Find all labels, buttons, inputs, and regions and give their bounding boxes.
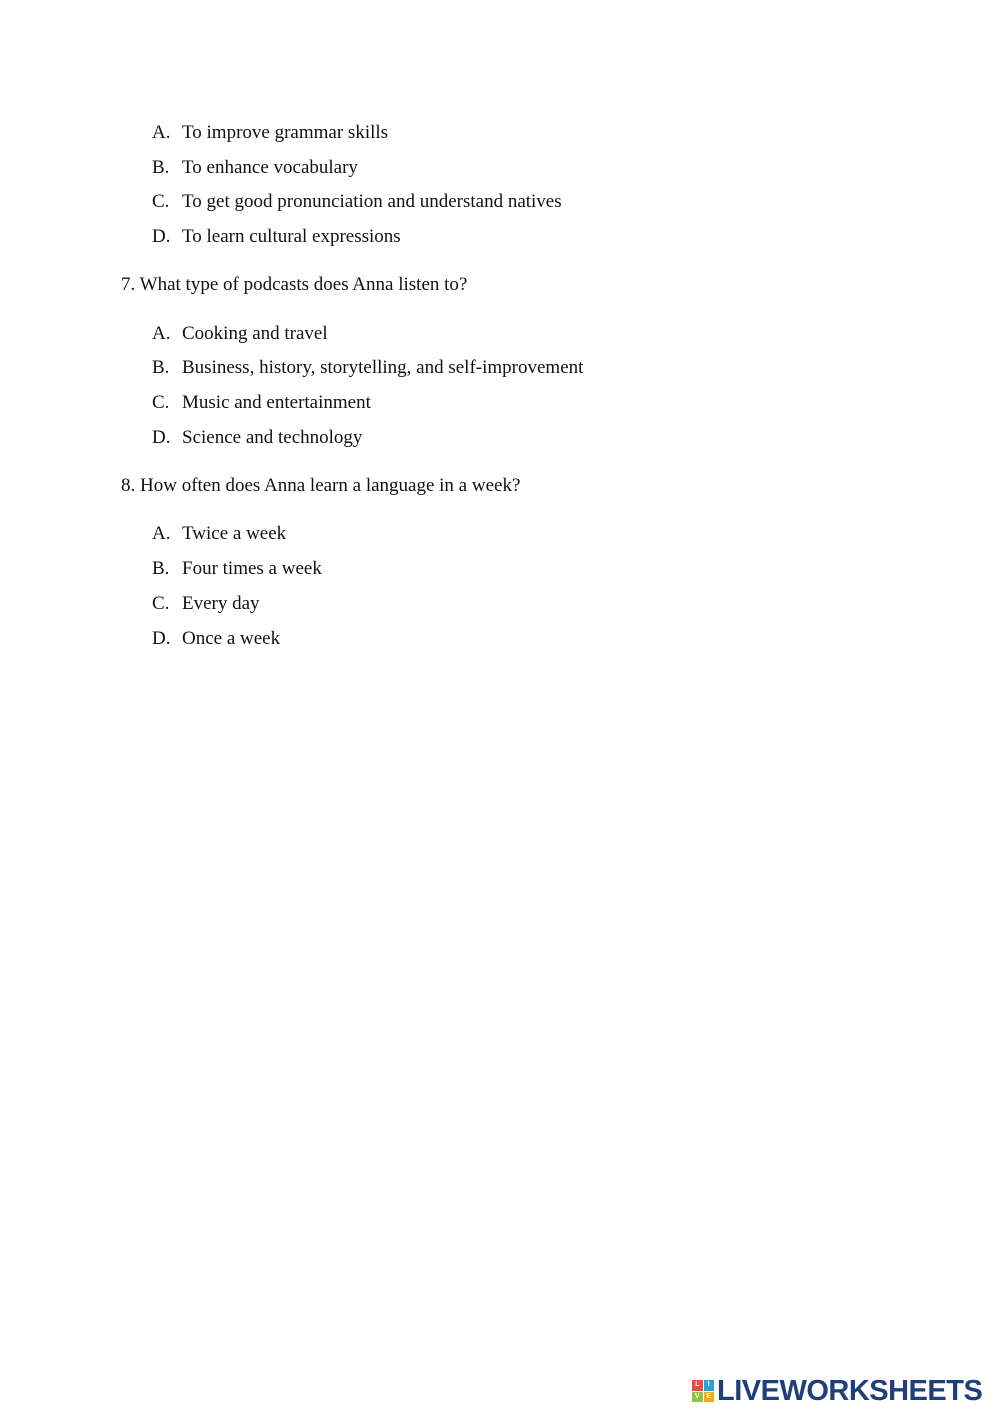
- option-letter: C.: [152, 593, 170, 614]
- option-text: Music and entertainment: [182, 392, 371, 413]
- logo-tile-v: V: [692, 1392, 703, 1403]
- option-text: Science and technology: [182, 427, 363, 448]
- option-letter: C.: [152, 392, 170, 413]
- logo-tile-i: I: [704, 1380, 715, 1391]
- q8-option-a[interactable]: [152, 522, 286, 546]
- question-7: 7. What type of podcasts does Anna listen to?: [121, 274, 468, 295]
- option-letter: A.: [152, 323, 171, 344]
- q7-option-b[interactable]: [152, 356, 583, 380]
- q6-option-c[interactable]: [152, 190, 562, 214]
- q8-option-b[interactable]: [152, 557, 322, 581]
- option-letter: D.: [152, 427, 171, 448]
- option-letter: B.: [152, 157, 170, 178]
- option-text: Business, history, storytelling, and self-improvement: [182, 357, 584, 378]
- option-letter: D.: [152, 226, 171, 247]
- liveworksheets-logo: [692, 1374, 982, 1408]
- logo-tile-l: L: [692, 1380, 703, 1391]
- option-text: Twice a week: [182, 523, 287, 544]
- option-text: To enhance vocabulary: [182, 157, 358, 178]
- option-text: Cooking and travel: [182, 323, 328, 344]
- option-letter: A.: [152, 523, 171, 544]
- q6-option-d[interactable]: [152, 225, 401, 249]
- q7-option-a[interactable]: [152, 322, 328, 346]
- q7-option-c[interactable]: [152, 391, 371, 415]
- option-letter: C.: [152, 191, 170, 212]
- q6-option-b[interactable]: [152, 156, 358, 180]
- option-text: Once a week: [182, 628, 281, 649]
- q6-option-a[interactable]: [152, 121, 388, 145]
- question-8: 8. How often does Anna learn a language in a week?: [121, 475, 521, 496]
- logo-grid-icon: [692, 1380, 714, 1402]
- q8-option-d[interactable]: [152, 627, 280, 651]
- q8-option-c[interactable]: [152, 592, 260, 616]
- logo-tile-e: E: [704, 1392, 715, 1403]
- option-text: To learn cultural expressions: [182, 226, 401, 247]
- option-letter: B.: [152, 357, 170, 378]
- option-text: To improve grammar skills: [182, 122, 389, 143]
- option-text: Four times a week: [182, 558, 322, 579]
- option-text: Every day: [182, 593, 260, 614]
- option-letter: D.: [152, 628, 171, 649]
- q7-option-d[interactable]: [152, 426, 362, 450]
- option-letter: A.: [152, 122, 171, 143]
- option-text: To get good pronunciation and understand natives: [182, 191, 562, 212]
- option-letter: B.: [152, 558, 170, 579]
- brand-name: LIVEWORKSHEETS: [717, 1374, 983, 1407]
